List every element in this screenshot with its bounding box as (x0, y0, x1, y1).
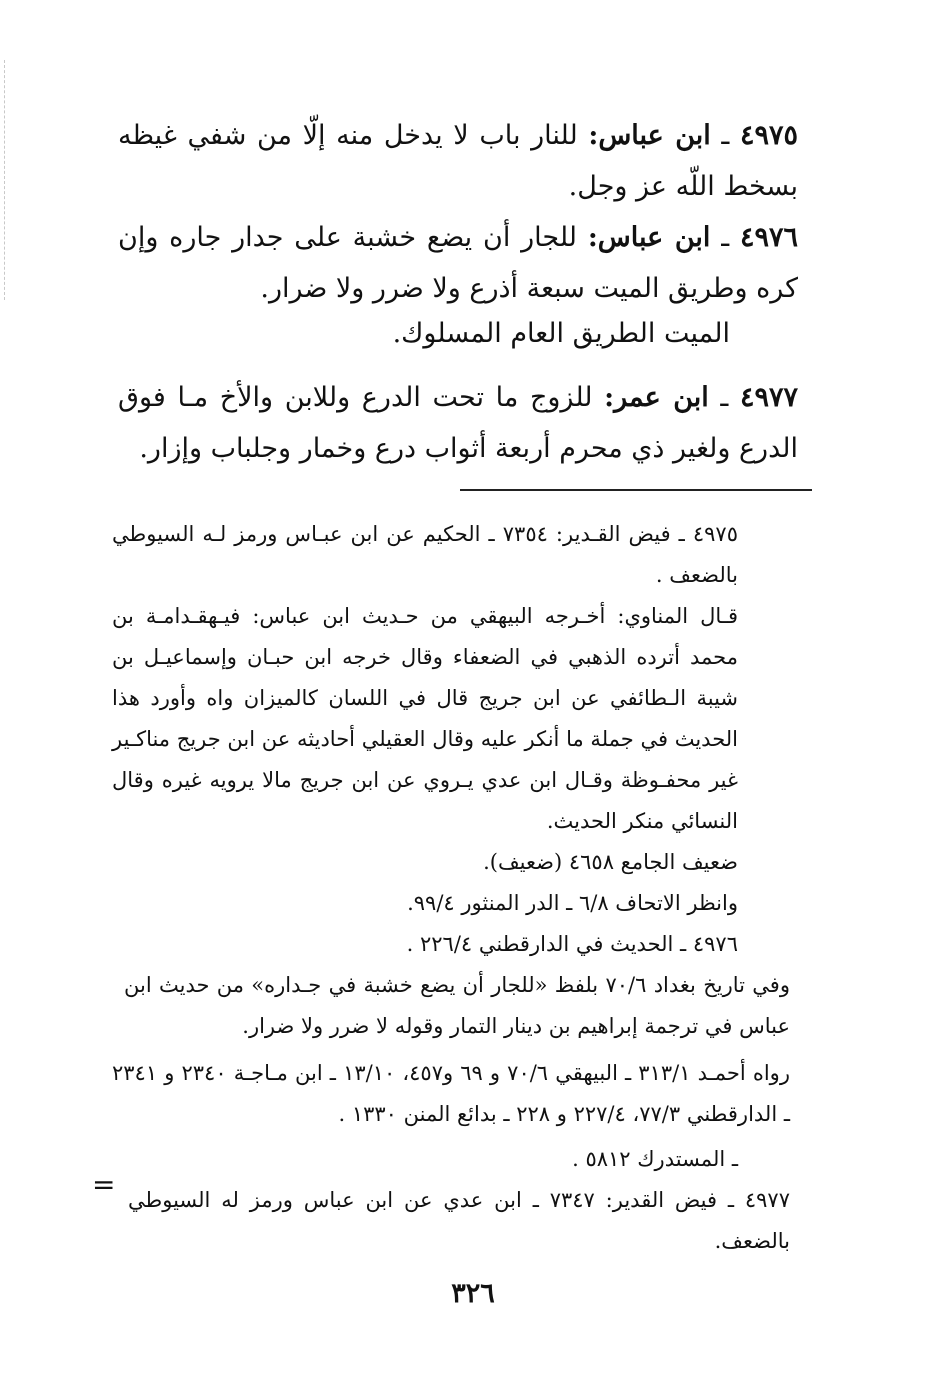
entry-text: للجار أن يضع خشبة على جدار جاره وإن كره وطريق الميت سبعة أذرع ولا ضرر ولا ضرار. (118, 222, 798, 304)
entry-number: ٤٩٧٦ (740, 222, 799, 253)
footnote-4976-riwayat: رواه أحمـد ٣١٣/١ ـ البيهقي ٧٠/٦ و ٦٩ و٤٥٧، ١٣/١٠ ـ ابن مـاجـة ٢٣٤٠ و ٢٣٤١ ـ الدارقطني ٧٧/٣، ٢٢٧/٤ و ٢٢٨ ـ بدائع المنن ١٣٣٠ . (112, 1061, 790, 1126)
narrator-name: ابن عمر: (604, 382, 709, 413)
scan-edge-line (4, 60, 5, 300)
footnote-4975-jami: ضعيف الجامع ٤٦٥٨ (ضعيف). (483, 850, 738, 874)
entry-dash: ـ (708, 382, 740, 413)
footnotes (112, 514, 798, 1262)
footnote-4976-baghdad: وفي تاريخ بغداد ٧٠/٦ بلفظ «للجار أن يضع خشبة في جـداره» من حديث ابن عباس في ترجمة إبراهيم بن دينار التمار وقوله لا ضرر ولا ضرار. (124, 973, 790, 1038)
footnote-4977-source: ٤٩٧٧ ـ فيض القدير: ٧٣٤٧ ـ ابن عدي عن ابن عباس ورمز له السيوطي بالضعف. (128, 1188, 790, 1253)
narrator-name: ابن عباس: (588, 120, 711, 151)
entry-dash: ـ (710, 120, 740, 151)
page-number: ٣٢٦ (451, 1278, 495, 1309)
narrator-name: ابن عباس: (587, 222, 711, 253)
gloss-line: الميت الطريق العام المسلوك. (392, 318, 730, 349)
entry-dash: ـ (710, 222, 740, 253)
footnote-4975-munawi: قـال المناوي: أخـرجه البيهقي من حـديث ابن عباس: فيـهقـدامـة بن محمد أترده الذهبي في الضعفاء وقال خرجه ابن حبـان وإسماعيـل بن شيبة الـطائفي عن ابن جريج قال في اللسان كالميزان واه وأورد هذا الحديث في جملة ما أنكر عليه وقال العقيلي أحاديثه عن ابن جريج مناكـير غير محفـوظة وقـال ابن عدي يـروي عن ابن جريج مالا يرويه غيره وقال النسائي منكر الحديث. (112, 604, 738, 833)
continuation-mark: = (92, 1168, 116, 1201)
footnote-4975-source: ٤٩٧٥ ـ فيض القـدير: ٧٣٥٤ ـ الحكيم عن ابن عبـاس ورمز لـه السيوطي بالضعف . (112, 522, 738, 587)
footnote-4976-daraqutni: ٤٩٧٦ ـ الحديث في الدارقطني ٢٢٦/٤ . (406, 932, 738, 956)
entry-4976 (118, 212, 798, 314)
entry-number: ٤٩٧٥ (739, 120, 798, 151)
entry-4975 (118, 110, 798, 212)
footnote-4975-ithaf: وانظر الاتحاف ٦/٨ ـ الدر المنثور ٩٩/٤. (407, 891, 738, 915)
entry-text: للنار باب لا يدخل منه إلّا من شفي غيظه بسخط اللّه عز وجل. (118, 120, 798, 202)
entry-text: للزوج ما تحت الدرع وللابن والأخ مـا فوق الدرع ولغير ذي محرم أربعة أثواب درع وخمار وجلباب وإزار. (118, 382, 798, 464)
footnote-separator (460, 489, 812, 491)
footnote-4976-mustadrak: ـ المستدرك ٥٨١٢ . (572, 1147, 738, 1171)
entry-4977 (118, 372, 798, 474)
entry-number: ٤٩٧٧ (739, 382, 798, 413)
